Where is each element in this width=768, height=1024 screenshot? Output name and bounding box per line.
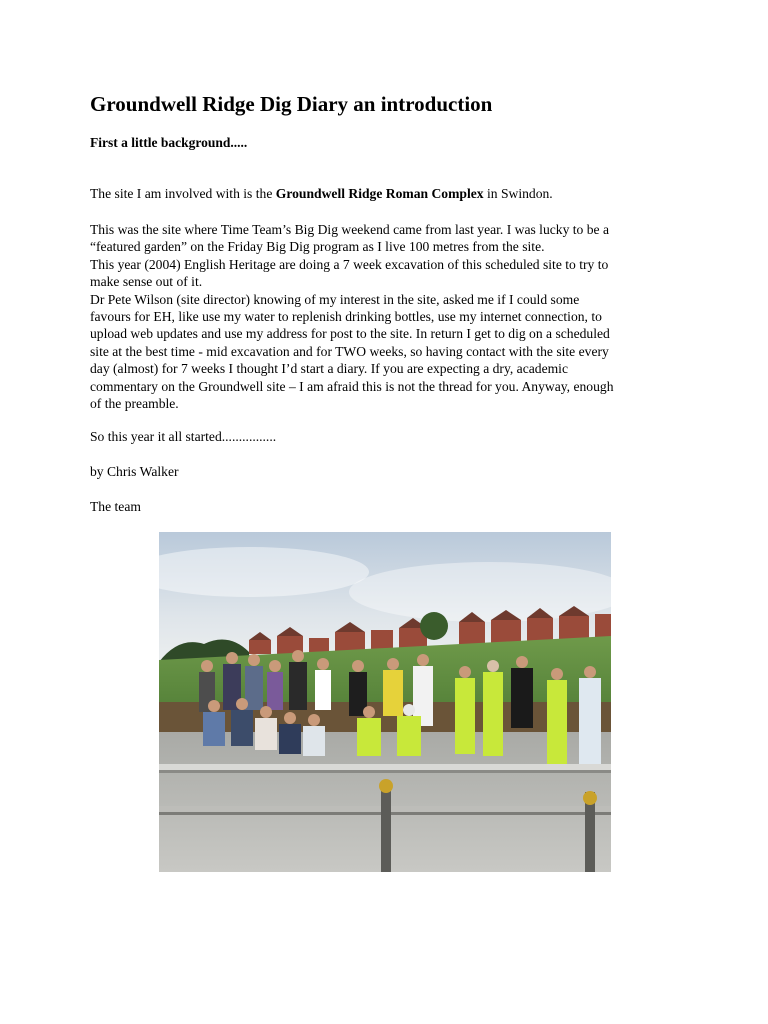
- body-line: commentary on the Groundwell site – I am afraid this is not the thread for you. Anyway, enough: [90, 378, 614, 394]
- photo-caption: The team: [90, 499, 141, 514]
- intro-text-after: in Swindon.: [483, 186, 553, 201]
- team-photo: [159, 532, 611, 872]
- intro-text-before: The site I am involved with is the: [90, 186, 276, 201]
- body-paragraph: [90, 221, 680, 412]
- started-line: So this year it all started................: [90, 429, 277, 444]
- body-line: Dr Pete Wilson (site director) knowing of my interest in the site, asked me if I could some: [90, 291, 580, 307]
- body-line: This year (2004) English Heritage are doing a 7 week excavation of this scheduled site to try to: [90, 256, 609, 272]
- body-line: of the preamble.: [90, 396, 179, 412]
- body-line: upload web updates and use my address for post to the site. In return I get to dig on a scheduled: [90, 326, 610, 342]
- body-line: favours for EH, like use my water to replenish drinking bottles, use my internet connection, to: [90, 309, 602, 325]
- site-name: Groundwell Ridge Roman Complex: [275, 186, 484, 201]
- page-title: Groundwell Ridge Dig Diary an introduction: [90, 92, 493, 116]
- body-line: site at the best time - mid excavation and for TWO weeks, so having contact with the site every: [90, 343, 609, 359]
- body-line: make sense out of it.: [90, 274, 203, 290]
- subheading: First a little background.....: [90, 135, 248, 150]
- intro-paragraph: [90, 185, 680, 202]
- byline: by Chris Walker: [90, 464, 179, 479]
- body-line: “featured garden” on the Friday Big Dig program as I live 100 metres from the site.: [90, 239, 545, 255]
- body-line: day (almost) for 7 weeks I thought I’d start a diary. If you are expecting a dry, academic: [90, 361, 568, 377]
- body-line: This was the site where Time Team’s Big Dig weekend came from last year. I was lucky to be a: [90, 222, 610, 237]
